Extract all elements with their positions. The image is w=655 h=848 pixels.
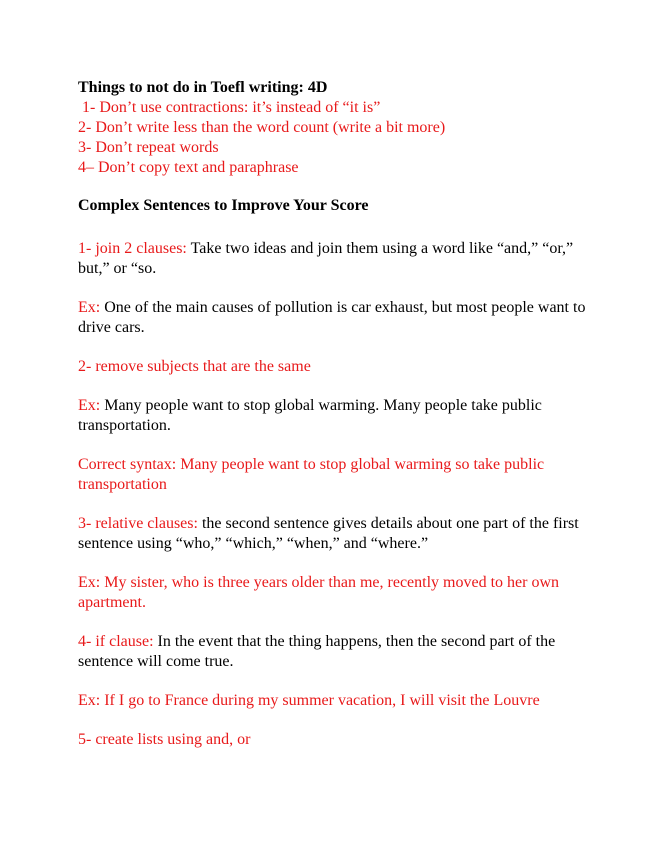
relative-clauses-label: 3- relative clauses: xyxy=(78,515,198,532)
paragraph-example-2 xyxy=(78,396,588,436)
rules-list xyxy=(78,98,588,178)
paragraph-relative-clauses xyxy=(78,514,588,554)
paragraph-remove-subjects: 2- remove subjects that are the same xyxy=(78,358,311,375)
if-clause-text: In the event that the thing happens, then the second part of the sentence will come true. xyxy=(78,633,556,670)
paragraph-example-1 xyxy=(78,298,588,338)
join-clauses-label: 1- join 2 clauses: xyxy=(78,240,187,257)
paragraph-example-3: Ex: My sister, who is three years older than me, recently moved to her own apartment. xyxy=(78,574,560,611)
example-2-label: Ex: xyxy=(78,397,101,414)
paragraph-correct-syntax: Correct syntax: Many people want to stop global warming so take public transportation xyxy=(78,456,545,493)
rule-item-4: 4– Don’t copy text and paraphrase xyxy=(78,159,299,176)
paragraph-if-clause xyxy=(78,632,588,672)
rule-item-3: 3- Don’t repeat words xyxy=(78,139,219,156)
paragraph-join-clauses xyxy=(78,239,588,279)
example-1-label: Ex: xyxy=(78,299,101,316)
paragraph-create-lists: 5- create lists using and, or xyxy=(78,731,251,748)
join-clauses-text: Take two ideas and join them using a word like “and,” “or,” but,” or “so. xyxy=(78,240,574,277)
document-content xyxy=(78,78,588,750)
example-1-text: One of the main causes of pollution is car exhaust, but most people want to drive cars. xyxy=(78,299,586,336)
rule-item-1: 1- Don’t use contractions: it’s instead of “it is” xyxy=(82,99,381,116)
section-title: Complex Sentences to Improve Your Score xyxy=(78,197,369,214)
if-clause-label: 4- if clause: xyxy=(78,633,154,650)
document-heading: Things to not do in Toefl writing: 4D xyxy=(78,79,328,96)
relative-clauses-text: the second sentence gives details about one part of the first sentence using “who,” “which,” “when,” and “where.” xyxy=(78,515,579,552)
example-2-text: Many people want to stop global warming. Many people take public transportation. xyxy=(78,397,542,434)
rule-item-2: 2- Don’t write less than the word count (write a bit more) xyxy=(78,119,446,136)
paragraph-example-4: Ex: If I go to France during my summer vacation, I will visit the Louvre xyxy=(78,692,540,709)
